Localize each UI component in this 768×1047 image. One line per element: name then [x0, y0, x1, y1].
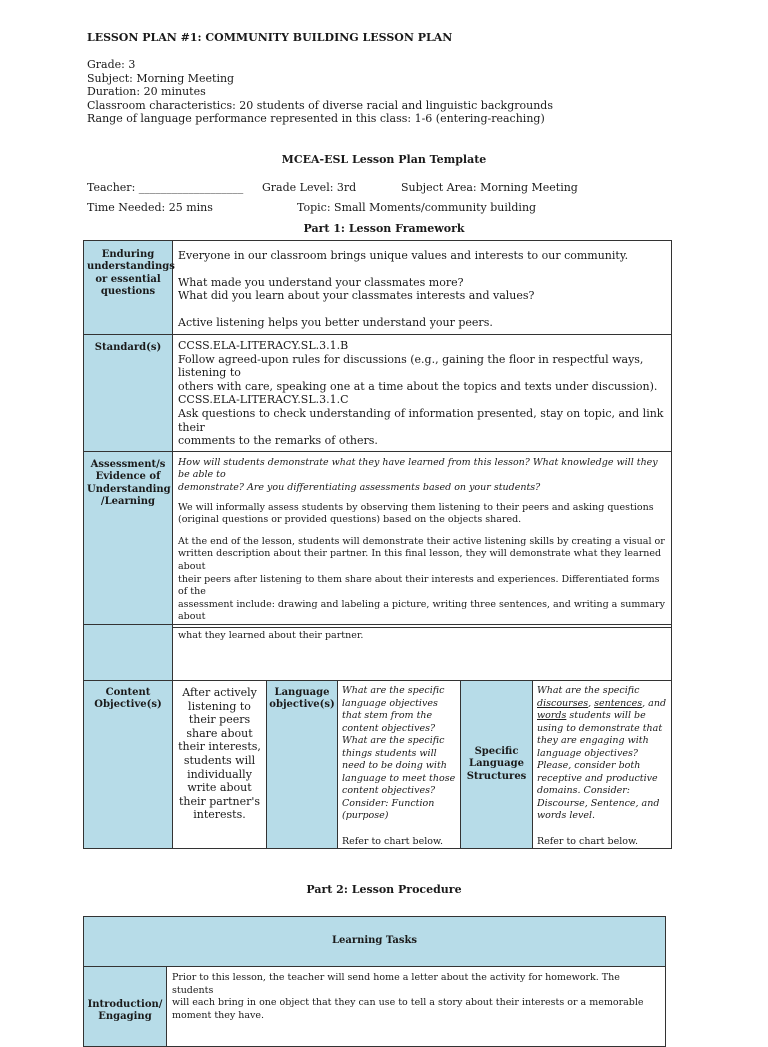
tasks-header-cell: [84, 917, 666, 967]
assessment-para-1a: We will informally assess students by observing them listening to their peers and asking questions: [178, 501, 654, 513]
language-structures-label: Specific Language Structures: [466, 745, 527, 782]
language-objective-ref: Refer to chart below.: [342, 835, 443, 847]
part1-title: Part 1: Lesson Framework: [303, 222, 465, 235]
enduring-listening: Active listening helps you better understand your peers.: [178, 315, 493, 329]
assessment-question-1: How will students demonstrate what they have learned from this lesson? What knowledge will they be able to: [178, 456, 658, 481]
introduction-line-2: will each bring in one object that they can use to tell a story about their interests or a memorable: [172, 997, 644, 1009]
template-title: MCEA-ESL Lesson Plan Template: [281, 153, 487, 166]
structures-pre: What are the specific: [537, 685, 640, 696]
introduction-line-1: Prior to this lesson, the teacher will send home a letter about the activity for homework. The students: [172, 972, 620, 996]
continuation-content-cell: [173, 625, 672, 681]
language-objective-label: Language objective(s): [269, 687, 335, 711]
introduction-row: [84, 967, 666, 1047]
part2-title: Part 2: Lesson Procedure: [306, 883, 462, 896]
page-title: LESSON PLAN #1: COMMUNITY BUILDING LESSON PLAN: [87, 31, 453, 44]
language-structures-text: What are the specific discourses, sentences, and words students will be using to demonstrate that they are engaging with language objectives? Please, consider both receptive and productive domains. Consider: Discourse, Sentence, and words level.: [537, 685, 667, 821]
lesson-procedure-table: [83, 916, 666, 1047]
introduction-line-3: moment they have.: [172, 1009, 265, 1021]
objectives-table: [83, 624, 672, 849]
structures-sentences: sentences: [594, 697, 643, 709]
language-objective-text: What are the specific language objectives that stem from the content objectives? What are the specific things students will need to be doing with language to meet those content objectives? Consider: Function (purpose): [342, 685, 456, 821]
assessment-label-cell: [84, 451, 173, 627]
content-objective-text: After actively listening to their peers share about their interests, students will individually write about their partner's interests.: [178, 686, 261, 822]
assessment-content-cell: [173, 451, 672, 627]
time-needed-field: Time Needed: 25 mins: [87, 201, 213, 214]
enduring-question-1: What made you understand your classmates more?: [178, 275, 464, 289]
standard-text-2a: Ask questions to check understanding of information presented, stay on topic, and link their: [178, 406, 664, 434]
assessment-label: Assessment/s Evidence of Understanding /Learning: [87, 458, 171, 507]
content-objective-label-cell: [84, 681, 173, 849]
enduring-statement: Everyone in our classroom brings unique values and interests to our community.: [178, 249, 629, 262]
introduction-label: Introduction/ Engaging: [87, 999, 163, 1023]
language-structures-cell: [533, 681, 672, 849]
continuation-row: [84, 625, 672, 681]
assessment-para-2b: written description about their partner. In this final lesson, they will demonstrate what they learned about: [178, 548, 662, 572]
subject-area-field: Subject Area: Morning Meeting: [401, 181, 578, 194]
introduction-label-cell: [84, 967, 167, 1047]
structures-words: words: [537, 710, 567, 721]
topic-field: Topic: Small Moments/community building: [297, 201, 537, 214]
enduring-content-cell: [173, 241, 672, 335]
enduring-row: [84, 241, 672, 335]
continuation-text: what they learned about their partner.: [178, 630, 364, 641]
language-structures-ref: Refer to chart below.: [537, 835, 638, 847]
language-objective-label-cell: [267, 681, 338, 849]
structures-post: students will be using to demonstrate that they are engaging with language objectives? Please, consider both receptive and productive domains. Consider: Discourse, Sentence, and words level.: [537, 710, 663, 821]
content-objective-cell: [173, 681, 267, 849]
grade-level-field: Grade Level: 3rd: [262, 181, 357, 194]
structures-and: and: [648, 697, 667, 709]
objectives-row: [84, 681, 672, 849]
standards-content-cell: [173, 335, 672, 452]
lesson-info: [87, 58, 553, 126]
subject-line: Subject: Morning Meeting: [87, 71, 235, 85]
assessment-para-1b: (original questions or provided questions) based on the objects shared.: [178, 514, 522, 526]
enduring-label: Enduring understandings or essential questions: [87, 249, 175, 298]
language-objective-cell: [338, 681, 461, 849]
tasks-header-row: [84, 917, 666, 967]
assessment-para-2d: assessment include: drawing and labeling a picture, writing three sentences, and writing a summary about: [178, 598, 665, 623]
introduction-content-cell: [167, 967, 666, 1047]
structures-discourses: discourses: [537, 697, 589, 709]
lesson-framework-table: [83, 240, 672, 628]
assessment-para-2a: At the end of the lesson, students will demonstrate their active listening skills by creating a visual or: [178, 535, 665, 547]
standard-text-2b: comments to the remarks of others.: [178, 434, 378, 448]
assessment-question-2: demonstrate? Are you differentiating assessments based on your students?: [178, 481, 541, 493]
standard-code-2: CCSS.ELA-LITERACY.SL.3.1.C: [178, 393, 349, 407]
standard-text-1b: others with care, speaking one at a time about the topics and texts under discussion).: [178, 379, 658, 393]
standard-code-1: CCSS.ELA-LITERACY.SL.3.1.B: [178, 339, 349, 352]
enduring-question-2: What did you learn about your classmates interests and values?: [178, 289, 535, 303]
standards-row: [84, 335, 672, 452]
classroom-line: Classroom characteristics: 20 students of diverse racial and linguistic backgrounds: [87, 98, 553, 112]
continuation-label-cell: [84, 625, 173, 681]
enduring-label-cell: [84, 241, 173, 335]
range-line: Range of language performance represented in this class: 1-6 (entering-reaching): [87, 112, 545, 126]
assessment-row: [84, 451, 672, 627]
standards-label-cell: [84, 335, 173, 452]
duration-line: Duration: 20 minutes: [87, 85, 206, 99]
standard-text-1a: Follow agreed-upon rules for discussions (e.g., gaining the floor in respectful ways, listening to: [178, 352, 644, 380]
assessment-para-2c: their peers after listening to them share about their interests and experiences. Differentiated forms of the: [178, 573, 660, 598]
grade-line: Grade: 3: [87, 58, 136, 71]
standards-label: Standard(s): [94, 342, 162, 353]
language-structures-label-cell: [461, 681, 533, 849]
content-objective-label: Content Objective(s): [94, 687, 162, 711]
teacher-field: Teacher: ___________________: [87, 181, 244, 194]
learning-tasks-header: Learning Tasks: [331, 935, 418, 947]
